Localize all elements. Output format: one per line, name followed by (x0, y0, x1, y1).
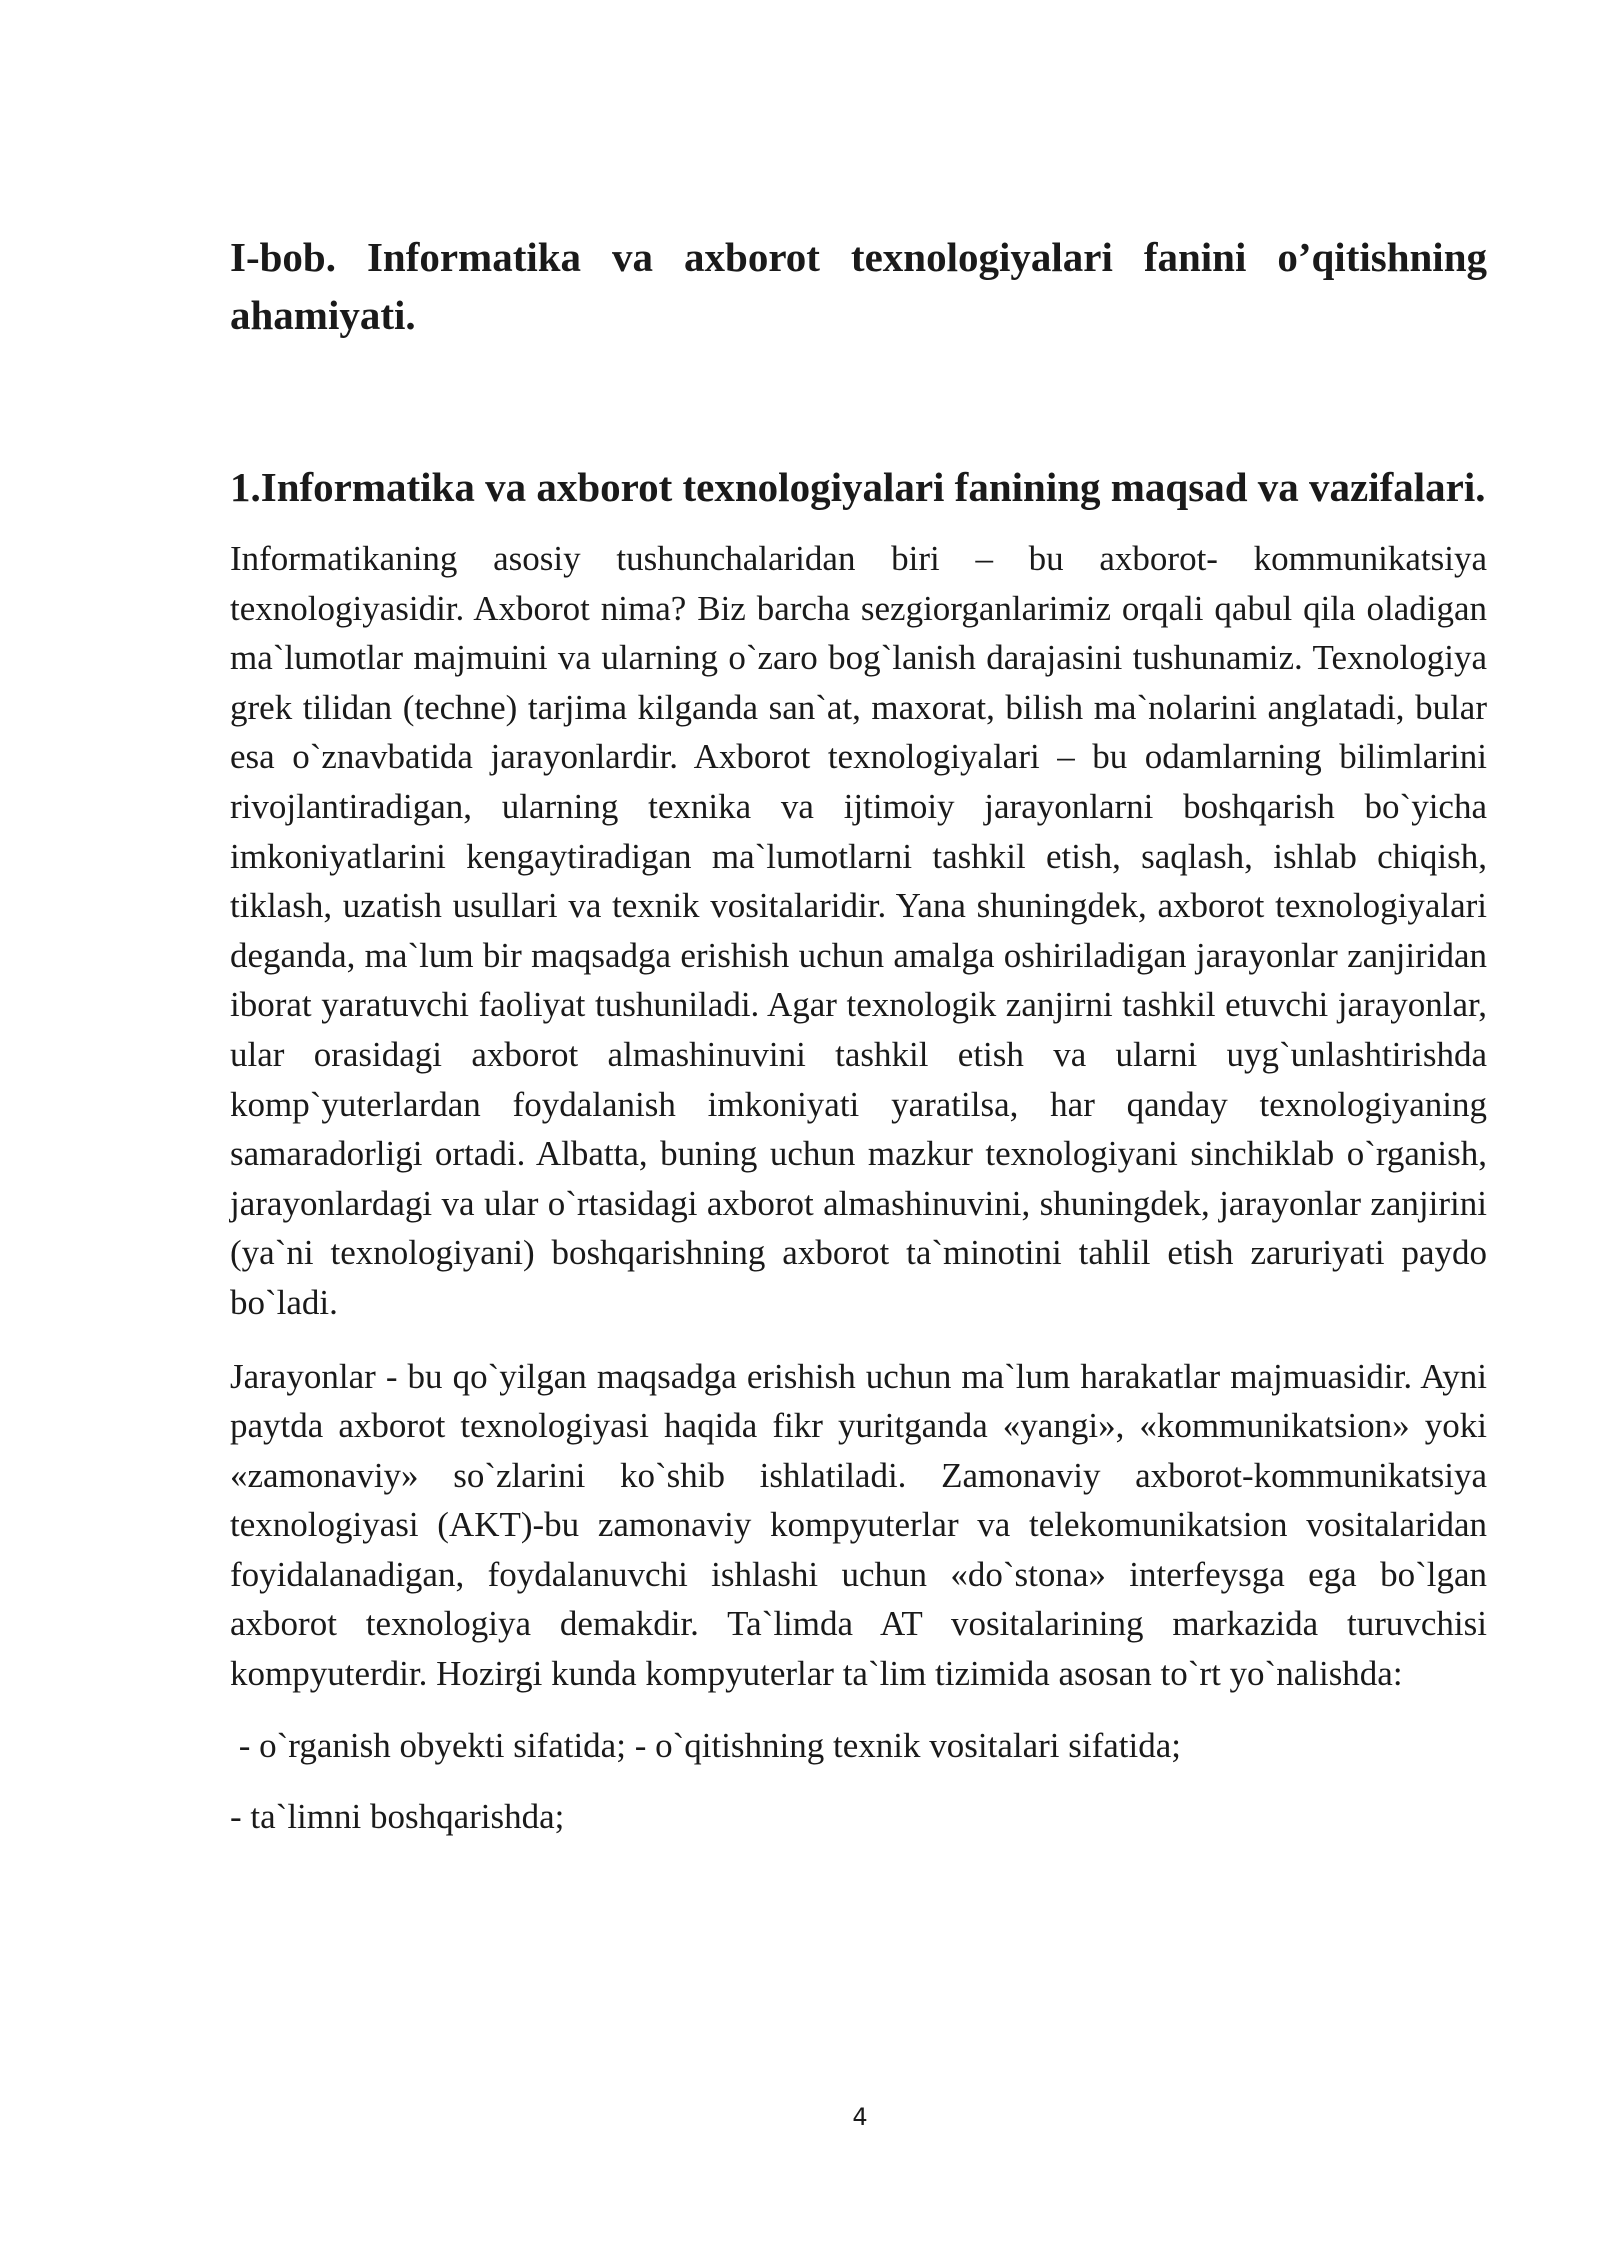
document-page (230, 228, 1487, 1842)
body-paragraph: Jarayonlar - bu qo`yilgan maqsadga erishish uchun ma`lum harakatlar majmuasidir. Ayni paytda axborot texnologiyasi haqida fikr yuritganda «yangi», «kommunikatsion» yoki «zamonaviy» so`zlarini ko`shib ishlatiladi. Zamonaviy axborot-kommunikatsiya texnologiyasi (AKT)-bu zamonaviy kompyuterlar va telekomunikatsion vositalaridan foyidalanadigan, foydalanuvchi ishlashi uchun «do`stona» interfeysga ega bo`lgan axborot texnologiya demakdir. Ta`limda AT vositalarining markazida turuvchisi kompyuterdir. Hozirgi kunda kompyuterlar ta`lim tizimida asosan to`rt yo`nalishda: (230, 1356, 1487, 1694)
list-item: - o`rganish obyekti sifatida; - o`qitishning texnik vositalari sifatida; (230, 1725, 1181, 1765)
section-title: 1.Informatika va axborot texnologiyalari fanining maqsad va vazifalari. (230, 464, 1486, 510)
chapter-title: I-bob. Informatika va axborot texnologiyalari fanini o’qitishning ahamiyati. (230, 234, 1487, 338)
list-item: - ta`limni boshqarishda; (230, 1797, 565, 1837)
page-number: 4 (852, 2103, 868, 2131)
body-paragraph: Informatikaning asosiy tushunchalaridan biri – bu axborot- kommunikatsiya texnologiyasidir. Axborot nima? Biz barcha sezgiorganlarimiz orqali qabul qila oladigan ma`lumotlar majmuini va ularning o`zaro bog`lanish darajasini tushunamiz. Texnologiya grek tilidan (techne) tarjima kilganda san`at, maxorat, bilish ma`nolarini anglatadi, bular esa o`znavbatida jarayonlardir. Axborot texnologiyalari – bu odamlarning bilimlarini rivojlantiradigan, ularning texnika va ijtimoiy jarayonlarni boshqarish bo`yicha imkoniyatlarini kengaytiradigan ma`lumotlarni tashkil etish, saqlash, ishlab chiqish, tiklash, uzatish usullari va texnik vositalaridir. Yana shuningdek, axborot texnologiyalari deganda, ma`lum bir maqsadga erishish uchun amalga oshiriladigan jarayonlar zanjiridan iborat yaratuvchi faoliyat tushuniladi. Agar texnologik zanjirni tashkil etuvchi jarayonlar, ular orasidagi axborot almashinuvini tashkil etish va ularni uyg`unlashtirishda komp`yuterlardan foydalanish imkoniyati yaratilsa, har qanday texnologiyaning samaradorligi ortadi. Albatta, buning uchun mazkur texnologiyani sinchiklab o`rganish, jarayonlardagi va ular o`rtasidagi axborot almashinuvini, shuningdek, jarayonlar zanjirini (ya`ni texnologiyani) boshqarishning axborot ta`minotini tahlil etish zaruriyati paydo bo`ladi. (230, 539, 1487, 1322)
